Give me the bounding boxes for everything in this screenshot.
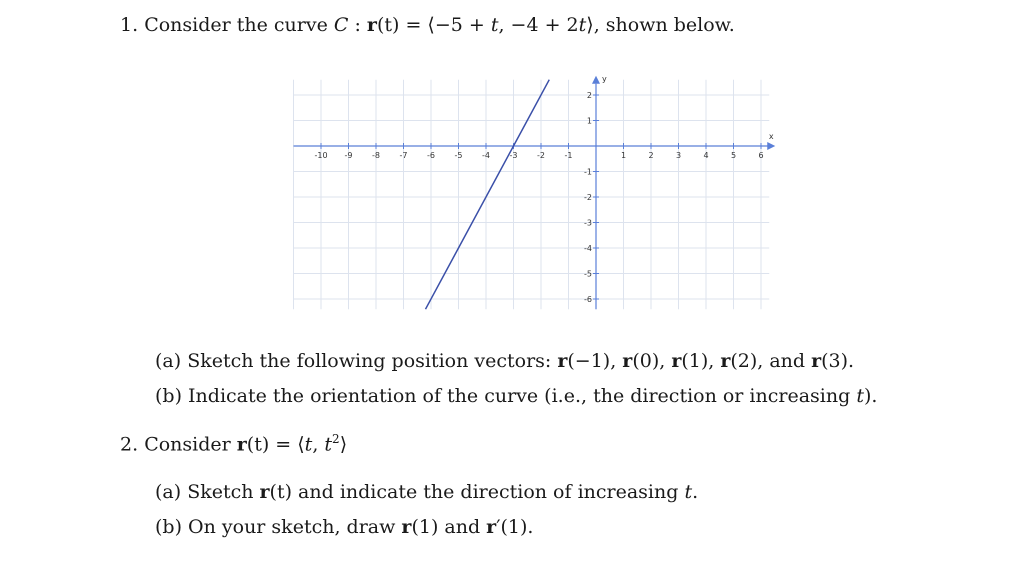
curve-line	[426, 80, 550, 310]
statement-text: Consider the curve	[144, 14, 334, 36]
x-axis-arrow-icon	[767, 142, 775, 150]
x-tick-label: 4	[703, 151, 709, 160]
vector-arg: (2), and	[730, 350, 812, 372]
x-tick-label: 5	[730, 151, 737, 160]
x-tick-label: -5	[454, 151, 463, 160]
x-tick-label: -3	[509, 151, 518, 160]
x-tick-label: -4	[482, 151, 490, 160]
y-tick-label: -6	[584, 295, 592, 304]
y-tick-label: -1	[584, 167, 592, 177]
x-tick-label: -6	[427, 151, 435, 160]
vector-function: r	[236, 433, 247, 456]
part-text: On your sketch, draw	[188, 516, 402, 538]
function-arg: (t)	[269, 481, 293, 503]
x-tick-label: -1	[564, 151, 573, 160]
param-t: t	[490, 14, 499, 36]
param-t: t	[684, 481, 693, 503]
param-t: t	[304, 433, 313, 456]
curve-graph	[314, 74, 774, 314]
prime: ′	[496, 516, 501, 538]
problem-1-statement	[120, 14, 735, 36]
problem-1-part-b	[155, 385, 877, 407]
y-axis-label: y	[602, 74, 607, 84]
statement-text: Consider	[144, 433, 237, 456]
y-tick-label: 2	[586, 91, 592, 100]
vector-r: r	[557, 350, 568, 372]
statement-tail: , shown below.	[593, 14, 735, 36]
part-label: (a)	[155, 350, 182, 372]
part-end: ).	[863, 385, 878, 407]
equals-part: = ⟨	[269, 433, 305, 456]
part-text: Indicate the orientation of the curve (i.e., the direction or increasing	[188, 385, 857, 407]
part-text: Sketch the following position vectors:	[187, 350, 558, 372]
equals-part: = ⟨−5 +	[399, 14, 491, 36]
y-tick-label: 1	[586, 116, 592, 126]
x-tick-label: 2	[648, 151, 654, 160]
exponent: 2	[332, 432, 340, 446]
y-tick-label: -4	[584, 244, 592, 253]
part-label: (b)	[155, 516, 182, 538]
close-bracket: ⟩	[586, 14, 594, 36]
curve-name: C	[333, 14, 349, 36]
x-tick-label: -2	[537, 151, 545, 160]
param-t: t	[856, 385, 864, 407]
vector-r: r	[720, 350, 731, 372]
problem-1-part-a	[155, 350, 854, 372]
problem-2-statement	[120, 432, 347, 455]
vector-r: r	[622, 350, 633, 372]
x-tick-label: 1	[620, 151, 627, 160]
y-axis-arrow-icon	[592, 76, 600, 84]
part-label: (b)	[155, 385, 182, 407]
y-tick-label: -5	[584, 269, 592, 279]
function-arg: (t)	[376, 14, 400, 36]
colon: :	[348, 14, 367, 36]
param-t: t	[578, 14, 587, 36]
vector-function: r	[366, 14, 377, 36]
problem-2-part-b	[155, 516, 533, 538]
vector-arg: (1) and	[411, 516, 487, 538]
x-tick-label: -8	[372, 151, 380, 160]
vector-r: r	[259, 481, 270, 503]
mid-part: , −4 + 2	[498, 14, 579, 36]
vector-arg: (1).	[500, 516, 534, 538]
x-tick-label: -9	[344, 151, 353, 160]
vector-r: r	[401, 516, 412, 538]
problem-number: 2.	[120, 433, 139, 456]
problem-number: 1.	[120, 14, 139, 36]
x-tick-label: -7	[399, 151, 408, 160]
comma: ,	[312, 433, 325, 456]
x-tick-label: 3	[675, 151, 682, 160]
part-end: .	[692, 481, 699, 503]
part-label: (a)	[155, 481, 182, 503]
vector-arg: (1),	[681, 350, 721, 372]
close-bracket: ⟩	[339, 433, 348, 456]
vector-arg: (−1),	[567, 350, 623, 372]
vector-r: r	[811, 350, 822, 372]
x-tick-label: -10	[314, 151, 328, 160]
y-tick-label: -3	[584, 218, 592, 228]
part-text: and indicate the direction of increasing	[292, 481, 685, 503]
vector-r: r	[671, 350, 682, 372]
param-t: t	[324, 433, 333, 456]
x-tick-label: 6	[758, 151, 764, 160]
vector-r: r	[486, 516, 497, 538]
part-text: Sketch	[187, 481, 260, 503]
vector-arg: (3).	[821, 350, 855, 372]
y-tick-label: -2	[584, 193, 592, 202]
function-arg: (t)	[246, 433, 270, 456]
vector-arg: (0),	[632, 350, 672, 372]
problem-2-part-a	[155, 481, 698, 503]
x-axis-label: x	[768, 132, 774, 141]
